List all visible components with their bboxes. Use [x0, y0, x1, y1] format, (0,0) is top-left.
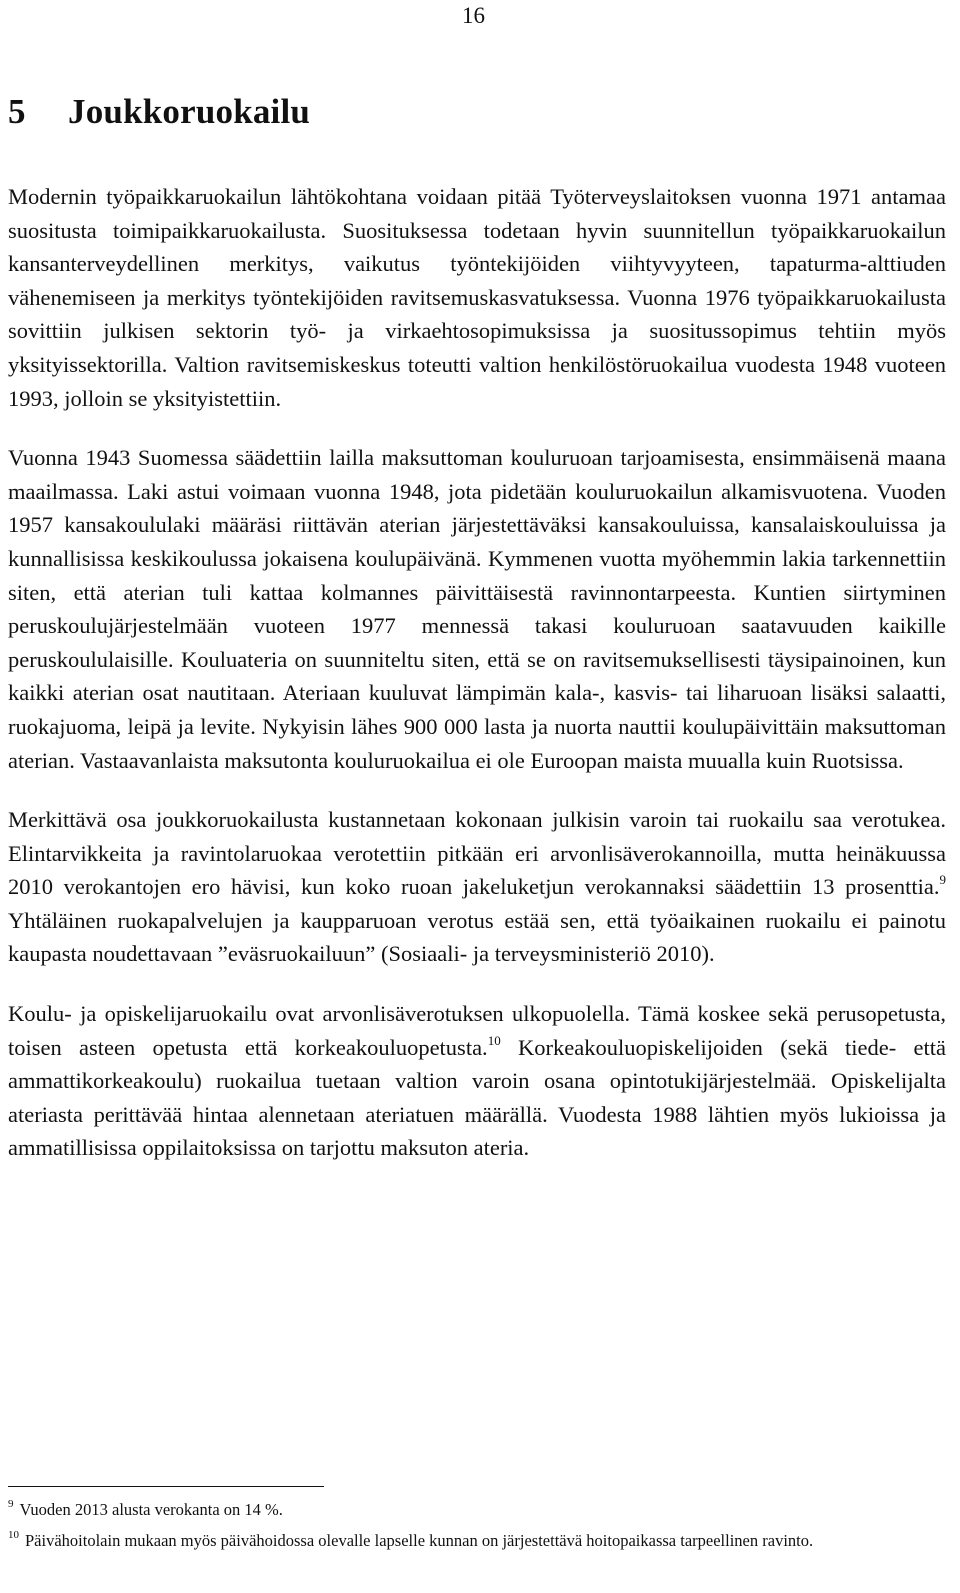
paragraph-text: Koulu- ja opiskelijaruokailu ovat arvonlisäverotuksen ulkopuolella. Tämä koskee sekä perusopetusta, toisen asteen opetusta että korkeakouluopetusta.: [8, 1001, 946, 1060]
page-number: 16: [462, 3, 485, 28]
paragraph-text: Korkeakouluopiskelijoiden (sekä tiede- että ammattikorkeakoulu) ruokailua tuetaan valtion varoin osana opintotukijärjestelmää. Opiskelijalta ateriasta perittävää hintaa alennetaan ateriatuen määrällä. Vuodesta 1988 lähtien myös lukioissa ja ammatillisissa oppilaitoksissa on tarjottu maksuton ateria.: [8, 1034, 946, 1161]
body-text: [8, 180, 946, 1165]
paragraph-workplace-catering: Modernin työpaikkaruokailun lähtökohtana voidaan pitää Työterveyslaitoksen vuonna 1971 antamaa suositusta toimipaikkaruokailusta. Suosituksessa todetaan hyvin suunnitellun työpaikkaruokailun kansanterveydellinen merkitys, vaikutus työntekijöiden viihtyvyyteen, tapaturma-alttiuden vähenemiseen ja merkitys työntekijöiden ravitsemuskasvatuksessa. Vuonna 1976 työpaikkaruokailusta sovittiin julkisen sektorin työ- ja virkaehtosopimuksissa ja suositussopimus tehtiin myös yksityissektorilla. Valtion ravitsemiskeskus toteutti valtion henkilöstöruokailua vuodesta 1948 vuoteen 1993, jolloin se yksityistettiin.: [8, 184, 946, 411]
footnote-text: Vuoden 2013 alusta verokanta on 14 %.: [19, 1500, 283, 1519]
footnote-reference-9: 9: [939, 872, 946, 888]
footnote-reference-10: 10: [487, 1032, 501, 1048]
footnote-text: Päivähoitolain mukaan myös päivähoidossa olevalle lapselle kunnan on järjestettävä hoitopaikassa tarpeellinen ravinto.: [25, 1531, 814, 1550]
footnote: [8, 1528, 946, 1553]
footnote-mark: 10: [8, 1529, 19, 1541]
paragraph-taxation: [8, 803, 946, 971]
paragraph-text: Merkittävä osa joukkoruokailusta kustannetaan kokonaan julkisin varoin tai ruokailu saa verotukea. Elintarvikkeita ja ravintolaruokaa verotettiin pitkään eri arvonlisäverokannoilla, mutta heinäkuussa 2010 verokantojen ero hävisi, kun koko ruoan jakeluketjun verokannaksi säädettiin 13 prosenttia.: [8, 807, 946, 900]
paragraph-text: Yhtäläinen ruokapalvelujen ja kaupparuoan verotus estää sen, että työaikainen ruokailu ei painotu kaupasta noudettavaan ”eväsruokailuun” (Sosiaali- ja terveysministeriö 2010).: [8, 907, 946, 967]
footnote: [8, 1497, 946, 1522]
paragraph-school-meals: Vuonna 1943 Suomessa säädettiin lailla maksuttoman kouluruoan tarjoamisesta, ensimmäisenä maana maailmassa. Laki astui voimaan vuonna 1948, jota pidetään kouluruokailun alkamisvuotena. Vuoden 1957 kansakoululaki määräsi riittävän aterian järjestettäväksi kansakouluissa, kansalaiskouluissa ja kunnallisissa keskikoulussa jokaisena koulupäivänä. Kymmenen vuotta myöhemmin lakia tarkennettiin siten, että aterian tuli kattaa kolmannes päivittäisestä ravinnontarpeesta. Kuntien siirtyminen peruskoulujärjestelmään vuoteen 1977 mennessä takasi kouluruoan saatavuuden kaikille peruskoululaisille. Kouluateria on suunniteltu siten, että se on ravitsemuksellisesti täysipainoinen, kun kaikki aterian osat nautitaan. Ateriaan kuuluvat lämpimän kala-, kasvis- tai liharuoan lisäksi salaatti, ruokajuoma, leipä ja levite. Nykyisin lähes 900 000 lasta ja nuorta nauttii koulupäivittäin maksuttoman aterian. Vastaavanlaista maksutonta kouluruokailua ei ole Euroopan maista muualla kuin Ruotsissa.: [8, 445, 946, 773]
chapter-title: Joukkoruokailu: [68, 92, 311, 131]
chapter-heading: [8, 92, 310, 132]
footnote-mark: 9: [8, 1498, 14, 1510]
footnotes: [8, 1497, 946, 1559]
footnote-separator: [8, 1486, 324, 1487]
paragraph-student-meals: [8, 997, 946, 1165]
chapter-number: 5: [8, 92, 26, 131]
